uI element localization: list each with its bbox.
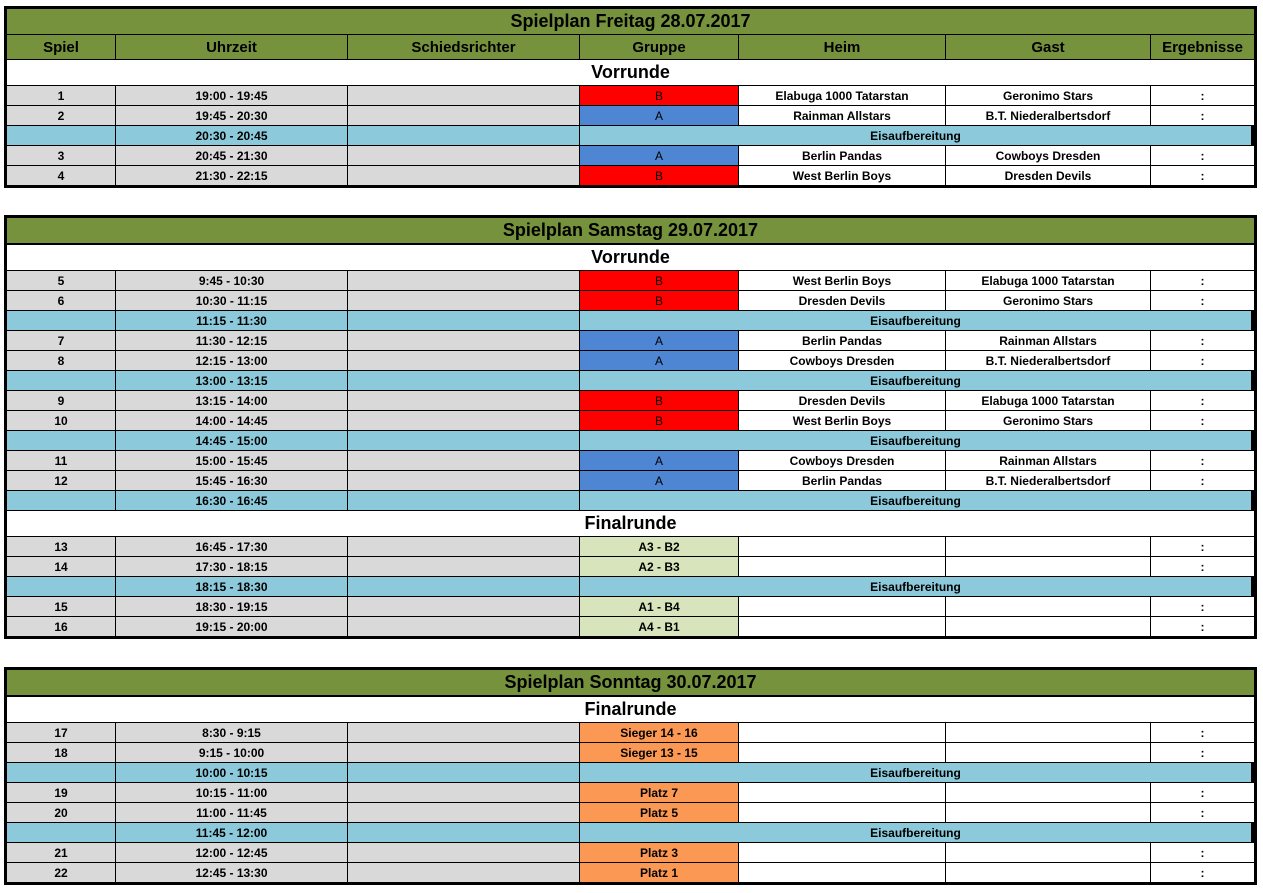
uhrzeit-cell: 13:00 - 13:15 bbox=[116, 371, 348, 390]
game-row bbox=[7, 742, 1254, 762]
spiel-cell: 19 bbox=[7, 783, 116, 802]
game-row bbox=[7, 470, 1254, 490]
schiedsrichter-cell bbox=[348, 723, 580, 742]
ergebnis-cell: : bbox=[1151, 863, 1254, 882]
spiel-cell: 22 bbox=[7, 863, 116, 882]
eisaufbereitung-label: Eisaufbereitung bbox=[580, 823, 1251, 842]
spiel-cell: 17 bbox=[7, 723, 116, 742]
schiedsrichter-cell bbox=[348, 371, 580, 390]
gruppe-cell: A bbox=[580, 471, 739, 490]
heim-cell: Dresden Devils bbox=[739, 291, 946, 310]
uhrzeit-cell: 12:45 - 13:30 bbox=[116, 863, 348, 882]
col-spiel: Spiel bbox=[7, 35, 116, 59]
day-title: Spielplan Samstag 29.07.2017 bbox=[7, 218, 1254, 244]
gast-cell: Elabuga 1000 Tatarstan bbox=[946, 271, 1151, 290]
gruppe-cell: Platz 1 bbox=[580, 863, 739, 882]
gruppe-cell: A2 - B3 bbox=[580, 557, 739, 576]
col-uhrzeit: Uhrzeit bbox=[116, 35, 348, 59]
uhrzeit-cell: 12:15 - 13:00 bbox=[116, 351, 348, 370]
ergebnis-cell: : bbox=[1151, 271, 1254, 290]
gast-cell: Elabuga 1000 Tatarstan bbox=[946, 391, 1151, 410]
round-title: Vorrunde bbox=[7, 244, 1254, 270]
ice-break-row bbox=[7, 762, 1254, 782]
col-gast: Gast bbox=[946, 35, 1151, 59]
schiedsrichter-cell bbox=[348, 471, 580, 490]
col-gruppe: Gruppe bbox=[580, 35, 739, 59]
schiedsrichter-cell bbox=[348, 351, 580, 370]
game-row bbox=[7, 270, 1254, 290]
spiel-cell: 7 bbox=[7, 331, 116, 350]
ice-break-row bbox=[7, 822, 1254, 842]
heim-cell bbox=[739, 783, 946, 802]
game-row bbox=[7, 536, 1254, 556]
ergebnis-cell: : bbox=[1151, 166, 1254, 185]
gruppe-cell: B bbox=[580, 271, 739, 290]
schedule-friday bbox=[4, 6, 1257, 188]
game-row bbox=[7, 410, 1254, 430]
spiel-cell: 12 bbox=[7, 471, 116, 490]
uhrzeit-cell: 13:15 - 14:00 bbox=[116, 391, 348, 410]
eisaufbereitung-label: Eisaufbereitung bbox=[580, 431, 1251, 450]
eisaufbereitung-label: Eisaufbereitung bbox=[580, 577, 1251, 596]
heim-cell: Cowboys Dresden bbox=[739, 351, 946, 370]
eisaufbereitung-label: Eisaufbereitung bbox=[580, 311, 1251, 330]
spiel-cell bbox=[7, 823, 116, 842]
spiel-cell: 21 bbox=[7, 843, 116, 862]
heim-cell: West Berlin Boys bbox=[739, 271, 946, 290]
spiel-cell: 1 bbox=[7, 86, 116, 105]
gruppe-cell: A1 - B4 bbox=[580, 597, 739, 616]
col-ergebnisse: Ergebnisse bbox=[1162, 38, 1243, 56]
schiedsrichter-cell bbox=[348, 557, 580, 576]
uhrzeit-cell: 11:30 - 12:15 bbox=[116, 331, 348, 350]
spiel-cell: 9 bbox=[7, 391, 116, 410]
schedule-sunday bbox=[4, 667, 1257, 885]
uhrzeit-cell: 19:45 - 20:30 bbox=[116, 106, 348, 125]
gruppe-cell: Platz 5 bbox=[580, 803, 739, 822]
spiel-cell: 10 bbox=[7, 411, 116, 430]
column-header-row bbox=[7, 35, 1254, 59]
gast-cell bbox=[946, 557, 1151, 576]
game-row bbox=[7, 290, 1254, 310]
schiedsrichter-cell bbox=[348, 491, 580, 510]
game-row bbox=[7, 596, 1254, 616]
schiedsrichter-cell bbox=[348, 763, 580, 782]
ergebnis-cell: : bbox=[1151, 331, 1254, 350]
ergebnis-cell: : bbox=[1151, 351, 1254, 370]
heim-cell: Berlin Pandas bbox=[739, 146, 946, 165]
gruppe-cell: A bbox=[580, 106, 739, 125]
uhrzeit-cell: 10:15 - 11:00 bbox=[116, 783, 348, 802]
uhrzeit-cell: 19:00 - 19:45 bbox=[116, 86, 348, 105]
gruppe-cell: Platz 3 bbox=[580, 843, 739, 862]
spiel-cell bbox=[7, 491, 116, 510]
ergebnis-cell: : bbox=[1151, 557, 1254, 576]
schiedsrichter-cell bbox=[348, 537, 580, 556]
spiel-cell: 6 bbox=[7, 291, 116, 310]
ice-break-row bbox=[7, 310, 1254, 330]
ergebnis-cell: : bbox=[1151, 86, 1254, 105]
uhrzeit-cell: 16:30 - 16:45 bbox=[116, 491, 348, 510]
gruppe-cell: Sieger 13 - 15 bbox=[580, 743, 739, 762]
spiel-cell: 20 bbox=[7, 803, 116, 822]
heim-cell: Dresden Devils bbox=[739, 391, 946, 410]
ergebnis-cell: : bbox=[1151, 803, 1254, 822]
heim-cell: West Berlin Boys bbox=[739, 166, 946, 185]
gast-cell bbox=[946, 537, 1151, 556]
heim-cell bbox=[739, 803, 946, 822]
gruppe-cell: B bbox=[580, 291, 739, 310]
ice-break-row bbox=[7, 125, 1254, 145]
schiedsrichter-cell bbox=[348, 271, 580, 290]
uhrzeit-cell: 19:15 - 20:00 bbox=[116, 617, 348, 636]
game-row bbox=[7, 165, 1254, 185]
gast-cell: Geronimo Stars bbox=[946, 411, 1151, 430]
ice-break-row bbox=[7, 576, 1254, 596]
ice-break-row bbox=[7, 370, 1254, 390]
schiedsrichter-cell bbox=[348, 411, 580, 430]
schiedsrichter-cell bbox=[348, 291, 580, 310]
ergebnis-cell: : bbox=[1151, 146, 1254, 165]
spiel-cell: 8 bbox=[7, 351, 116, 370]
uhrzeit-cell: 11:45 - 12:00 bbox=[116, 823, 348, 842]
heim-cell bbox=[739, 863, 946, 882]
gruppe-cell: Sieger 14 - 16 bbox=[580, 723, 739, 742]
ergebnis-cell: : bbox=[1151, 783, 1254, 802]
game-row bbox=[7, 350, 1254, 370]
spiel-cell bbox=[7, 126, 116, 145]
ergebnis-cell: : bbox=[1151, 411, 1254, 430]
uhrzeit-cell: 11:00 - 11:45 bbox=[116, 803, 348, 822]
gruppe-cell: A bbox=[580, 331, 739, 350]
ergebnis-cell: : bbox=[1151, 537, 1254, 556]
gruppe-cell: B bbox=[580, 166, 739, 185]
heim-cell: Elabuga 1000 Tatarstan bbox=[739, 86, 946, 105]
spiel-cell bbox=[7, 371, 116, 390]
gruppe-cell: B bbox=[580, 391, 739, 410]
game-row bbox=[7, 330, 1254, 350]
schiedsrichter-cell bbox=[348, 311, 580, 330]
ergebnis-cell: : bbox=[1151, 471, 1254, 490]
ergebnis-cell: : bbox=[1151, 597, 1254, 616]
spiel-cell: 2 bbox=[7, 106, 116, 125]
schiedsrichter-cell bbox=[348, 823, 580, 842]
spiel-cell: 14 bbox=[7, 557, 116, 576]
gast-cell: Cowboys Dresden bbox=[946, 146, 1151, 165]
spiel-cell bbox=[7, 763, 116, 782]
rows-friday bbox=[7, 59, 1254, 185]
uhrzeit-cell: 12:00 - 12:45 bbox=[116, 843, 348, 862]
gruppe-cell: A bbox=[580, 451, 739, 470]
gast-cell bbox=[946, 843, 1151, 862]
eisaufbereitung-label: Eisaufbereitung bbox=[580, 371, 1251, 390]
ergebnis-cell: : bbox=[1151, 291, 1254, 310]
uhrzeit-cell: 10:00 - 10:15 bbox=[116, 763, 348, 782]
uhrzeit-cell: 17:30 - 18:15 bbox=[116, 557, 348, 576]
schiedsrichter-cell bbox=[348, 431, 580, 450]
schiedsrichter-cell bbox=[348, 803, 580, 822]
gast-cell: Geronimo Stars bbox=[946, 86, 1151, 105]
heim-cell bbox=[739, 537, 946, 556]
schiedsrichter-cell bbox=[348, 146, 580, 165]
uhrzeit-cell: 15:45 - 16:30 bbox=[116, 471, 348, 490]
schiedsrichter-cell bbox=[348, 743, 580, 762]
schiedsrichter-cell bbox=[348, 126, 580, 145]
heim-cell: Rainman Allstars bbox=[739, 106, 946, 125]
game-row bbox=[7, 802, 1254, 822]
heim-cell bbox=[739, 723, 946, 742]
eisaufbereitung-label: Eisaufbereitung bbox=[580, 126, 1251, 145]
game-row bbox=[7, 616, 1254, 636]
round-title: Finalrunde bbox=[7, 696, 1254, 722]
game-row bbox=[7, 782, 1254, 802]
heim-cell bbox=[739, 743, 946, 762]
game-row bbox=[7, 862, 1254, 882]
gast-cell: Rainman Allstars bbox=[946, 331, 1151, 350]
gruppe-cell: A bbox=[580, 351, 739, 370]
game-row bbox=[7, 722, 1254, 742]
game-row bbox=[7, 842, 1254, 862]
heim-cell bbox=[739, 557, 946, 576]
schiedsrichter-cell bbox=[348, 577, 580, 596]
ice-break-row bbox=[7, 430, 1254, 450]
game-row bbox=[7, 390, 1254, 410]
game-row bbox=[7, 145, 1254, 165]
gast-cell: B.T. Niederalbertsdorf bbox=[946, 471, 1151, 490]
spiel-cell: 18 bbox=[7, 743, 116, 762]
schiedsrichter-cell bbox=[348, 451, 580, 470]
gast-cell: Geronimo Stars bbox=[946, 291, 1151, 310]
uhrzeit-cell: 14:45 - 15:00 bbox=[116, 431, 348, 450]
heim-cell bbox=[739, 617, 946, 636]
gast-cell bbox=[946, 723, 1151, 742]
ergebnis-cell: : bbox=[1151, 723, 1254, 742]
spiel-cell: 4 bbox=[7, 166, 116, 185]
gruppe-cell: B bbox=[580, 411, 739, 430]
gast-cell: Dresden Devils bbox=[946, 166, 1151, 185]
spiel-cell bbox=[7, 311, 116, 330]
heim-cell: Berlin Pandas bbox=[739, 471, 946, 490]
ergebnis-cell: : bbox=[1151, 743, 1254, 762]
spiel-cell bbox=[7, 577, 116, 596]
gruppe-cell: A4 - B1 bbox=[580, 617, 739, 636]
col-heim: Heim bbox=[739, 35, 946, 59]
schiedsrichter-cell bbox=[348, 617, 580, 636]
schiedsrichter-cell bbox=[348, 331, 580, 350]
gruppe-cell: A3 - B2 bbox=[580, 537, 739, 556]
uhrzeit-cell: 14:00 - 14:45 bbox=[116, 411, 348, 430]
gast-cell bbox=[946, 597, 1151, 616]
heim-cell bbox=[739, 597, 946, 616]
spiel-cell: 13 bbox=[7, 537, 116, 556]
game-row bbox=[7, 450, 1254, 470]
col-schiedsrichter: Schiedsrichter bbox=[348, 35, 580, 59]
heim-cell bbox=[739, 843, 946, 862]
uhrzeit-cell: 20:30 - 20:45 bbox=[116, 126, 348, 145]
gruppe-cell: B bbox=[580, 86, 739, 105]
schiedsrichter-cell bbox=[348, 86, 580, 105]
gast-cell bbox=[946, 783, 1151, 802]
gast-cell bbox=[946, 803, 1151, 822]
spiel-cell bbox=[7, 431, 116, 450]
schiedsrichter-cell bbox=[348, 597, 580, 616]
day-title: Spielplan Freitag 28.07.2017 bbox=[7, 9, 1254, 35]
uhrzeit-cell: 18:15 - 18:30 bbox=[116, 577, 348, 596]
schiedsrichter-cell bbox=[348, 166, 580, 185]
ergebnis-cell: : bbox=[1151, 391, 1254, 410]
eisaufbereitung-label: Eisaufbereitung bbox=[580, 763, 1251, 782]
schedule-saturday bbox=[4, 215, 1257, 639]
game-row bbox=[7, 85, 1254, 105]
gast-cell: B.T. Niederalbertsdorf bbox=[946, 106, 1151, 125]
spiel-cell: 15 bbox=[7, 597, 116, 616]
uhrzeit-cell: 15:00 - 15:45 bbox=[116, 451, 348, 470]
eisaufbereitung-label: Eisaufbereitung bbox=[580, 491, 1251, 510]
gruppe-cell: Platz 7 bbox=[580, 783, 739, 802]
ergebnis-cell: : bbox=[1151, 617, 1254, 636]
heim-cell: Cowboys Dresden bbox=[739, 451, 946, 470]
schiedsrichter-cell bbox=[348, 391, 580, 410]
uhrzeit-cell: 16:45 - 17:30 bbox=[116, 537, 348, 556]
uhrzeit-cell: 9:45 - 10:30 bbox=[116, 271, 348, 290]
gast-cell: Rainman Allstars bbox=[946, 451, 1151, 470]
gast-cell: B.T. Niederalbertsdorf bbox=[946, 351, 1151, 370]
heim-cell: West Berlin Boys bbox=[739, 411, 946, 430]
uhrzeit-cell: 20:45 - 21:30 bbox=[116, 146, 348, 165]
day-title: Spielplan Sonntag 30.07.2017 bbox=[7, 670, 1254, 696]
uhrzeit-cell: 8:30 - 9:15 bbox=[116, 723, 348, 742]
schiedsrichter-cell bbox=[348, 843, 580, 862]
round-title: Vorrunde bbox=[7, 59, 1254, 85]
spiel-cell: 5 bbox=[7, 271, 116, 290]
game-row bbox=[7, 105, 1254, 125]
round-title: Finalrunde bbox=[7, 510, 1254, 536]
spiel-cell: 11 bbox=[7, 451, 116, 470]
rows-sunday bbox=[7, 696, 1254, 882]
schiedsrichter-cell bbox=[348, 106, 580, 125]
uhrzeit-cell: 10:30 - 11:15 bbox=[116, 291, 348, 310]
uhrzeit-cell: 21:30 - 22:15 bbox=[116, 166, 348, 185]
ergebnis-cell: : bbox=[1151, 843, 1254, 862]
gast-cell bbox=[946, 617, 1151, 636]
rows-saturday bbox=[7, 244, 1254, 636]
uhrzeit-cell: 9:15 - 10:00 bbox=[116, 743, 348, 762]
spiel-cell: 3 bbox=[7, 146, 116, 165]
gruppe-cell: A bbox=[580, 146, 739, 165]
heim-cell: Berlin Pandas bbox=[739, 331, 946, 350]
spiel-cell: 16 bbox=[7, 617, 116, 636]
ergebnis-cell: : bbox=[1151, 106, 1254, 125]
gast-cell bbox=[946, 863, 1151, 882]
gast-cell bbox=[946, 743, 1151, 762]
game-row bbox=[7, 556, 1254, 576]
uhrzeit-cell: 18:30 - 19:15 bbox=[116, 597, 348, 616]
uhrzeit-cell: 11:15 - 11:30 bbox=[116, 311, 348, 330]
schiedsrichter-cell bbox=[348, 783, 580, 802]
schiedsrichter-cell bbox=[348, 863, 580, 882]
ice-break-row bbox=[7, 490, 1254, 510]
ergebnis-cell: : bbox=[1151, 451, 1254, 470]
